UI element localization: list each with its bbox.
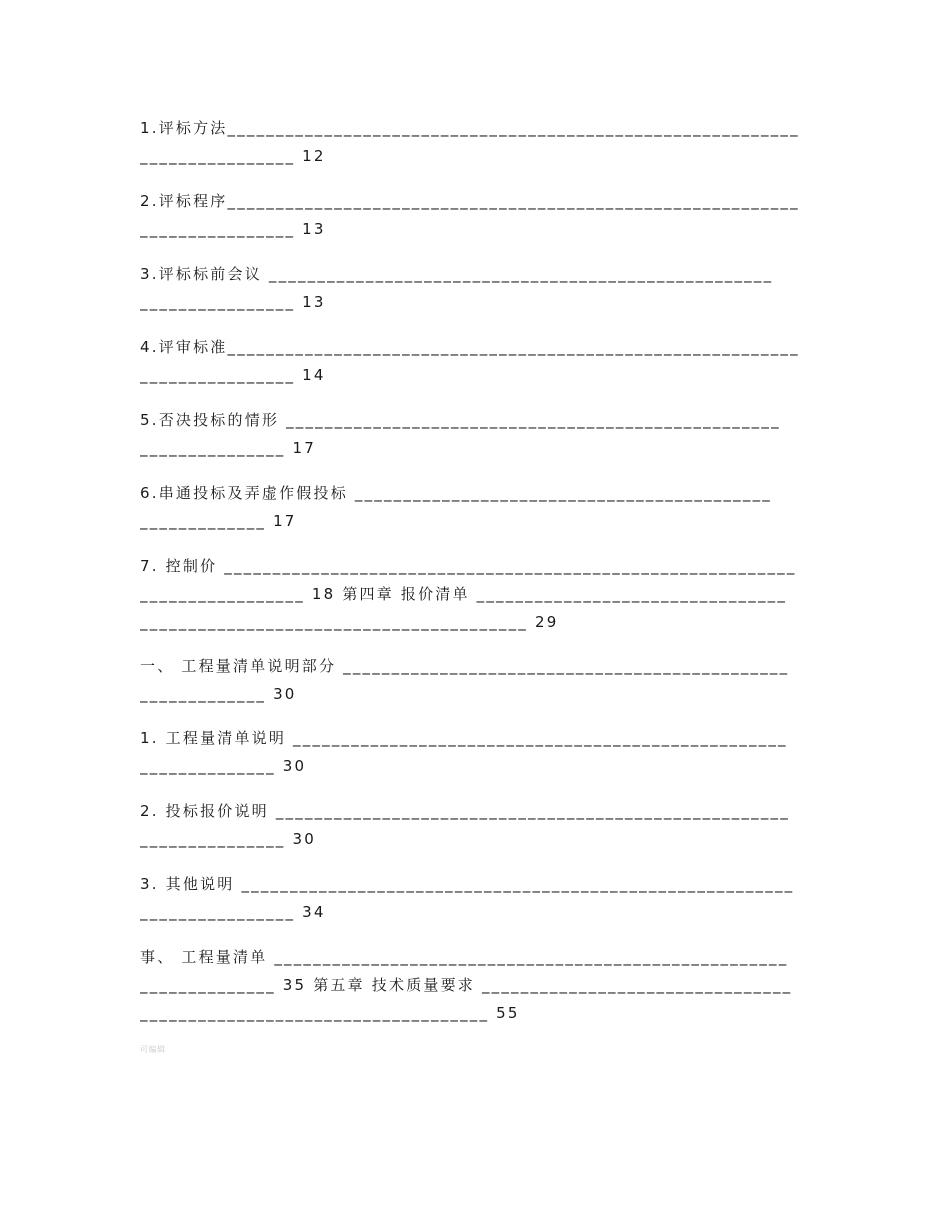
toc-entry-3 <box>140 264 820 320</box>
toc-entry-4 <box>140 337 820 393</box>
toc-entry-10 <box>140 801 820 857</box>
document-page <box>140 0 820 1230</box>
toc-entry-line: ________________________________________ 29 <box>140 613 559 631</box>
toc-entry-line: ________________ 12 <box>140 147 326 165</box>
toc-entry-1 <box>140 118 820 174</box>
editable-watermark: 可编辑 <box>140 1045 166 1054</box>
toc-entry-line: ________________ 13 <box>140 293 326 311</box>
toc-entry-line: _____________ 17 <box>140 512 297 530</box>
toc-entry-line: ________________ 14 <box>140 366 326 384</box>
toc-entry-line: 4.评审标准___________________________________________________________ <box>140 338 800 356</box>
toc-entry-6 <box>140 483 820 539</box>
toc-entry-line: 3. 其他说明 _________________________________________________________ <box>140 875 795 893</box>
toc-entry-line: ______________ 35 第五章 技术质量要求 ________________________________ <box>140 976 793 994</box>
toc-entry-line: ____________________________________ 55 <box>140 1004 520 1022</box>
toc-entry-2 <box>140 191 820 247</box>
toc-entry-7 <box>140 556 820 640</box>
toc-entry-line: ________________ 34 <box>140 903 326 921</box>
toc-entry-line: _______________ 30 <box>140 830 316 848</box>
toc-entry-line: 一、 工程量清单说明部分 ______________________________________________ <box>140 657 790 675</box>
toc-entry-8 <box>140 656 820 712</box>
toc-entry-line: 2. 投标报价说明 _____________________________________________________ <box>140 802 790 820</box>
toc-entry-line: 3.评标标前会议 ____________________________________________________ <box>140 265 774 283</box>
toc-entry-line: 1.评标方法___________________________________________________________ <box>140 119 800 137</box>
toc-entry-line: 1. 工程量清单说明 ___________________________________________________ <box>140 729 788 747</box>
toc-entry-line: _____________ 30 <box>140 685 297 703</box>
toc-entry-12 <box>140 947 820 1031</box>
toc-entry-line: 事、 工程量清单 _____________________________________________________ <box>140 948 789 966</box>
toc-entry-line: 6.串通投标及弄虚作假投标 ___________________________________________ <box>140 484 772 502</box>
toc-entry-line: ______________ 30 <box>140 757 307 775</box>
toc-entry-line: ________________ 13 <box>140 220 326 238</box>
toc-entry-5 <box>140 410 820 466</box>
toc-entry-line: 2.评标程序___________________________________________________________ <box>140 192 800 210</box>
toc-entry-line: _________________ 18 第四章 报价清单 ________________________________ <box>140 585 788 603</box>
toc-entry-11 <box>140 874 820 930</box>
toc-entry-line: 5.否决投标的情形 ___________________________________________________ <box>140 411 781 429</box>
toc-entry-line: 7. 控制价 ___________________________________________________________ <box>140 557 797 575</box>
toc-entry-9 <box>140 728 820 784</box>
toc-entry-line: _______________ 17 <box>140 439 316 457</box>
